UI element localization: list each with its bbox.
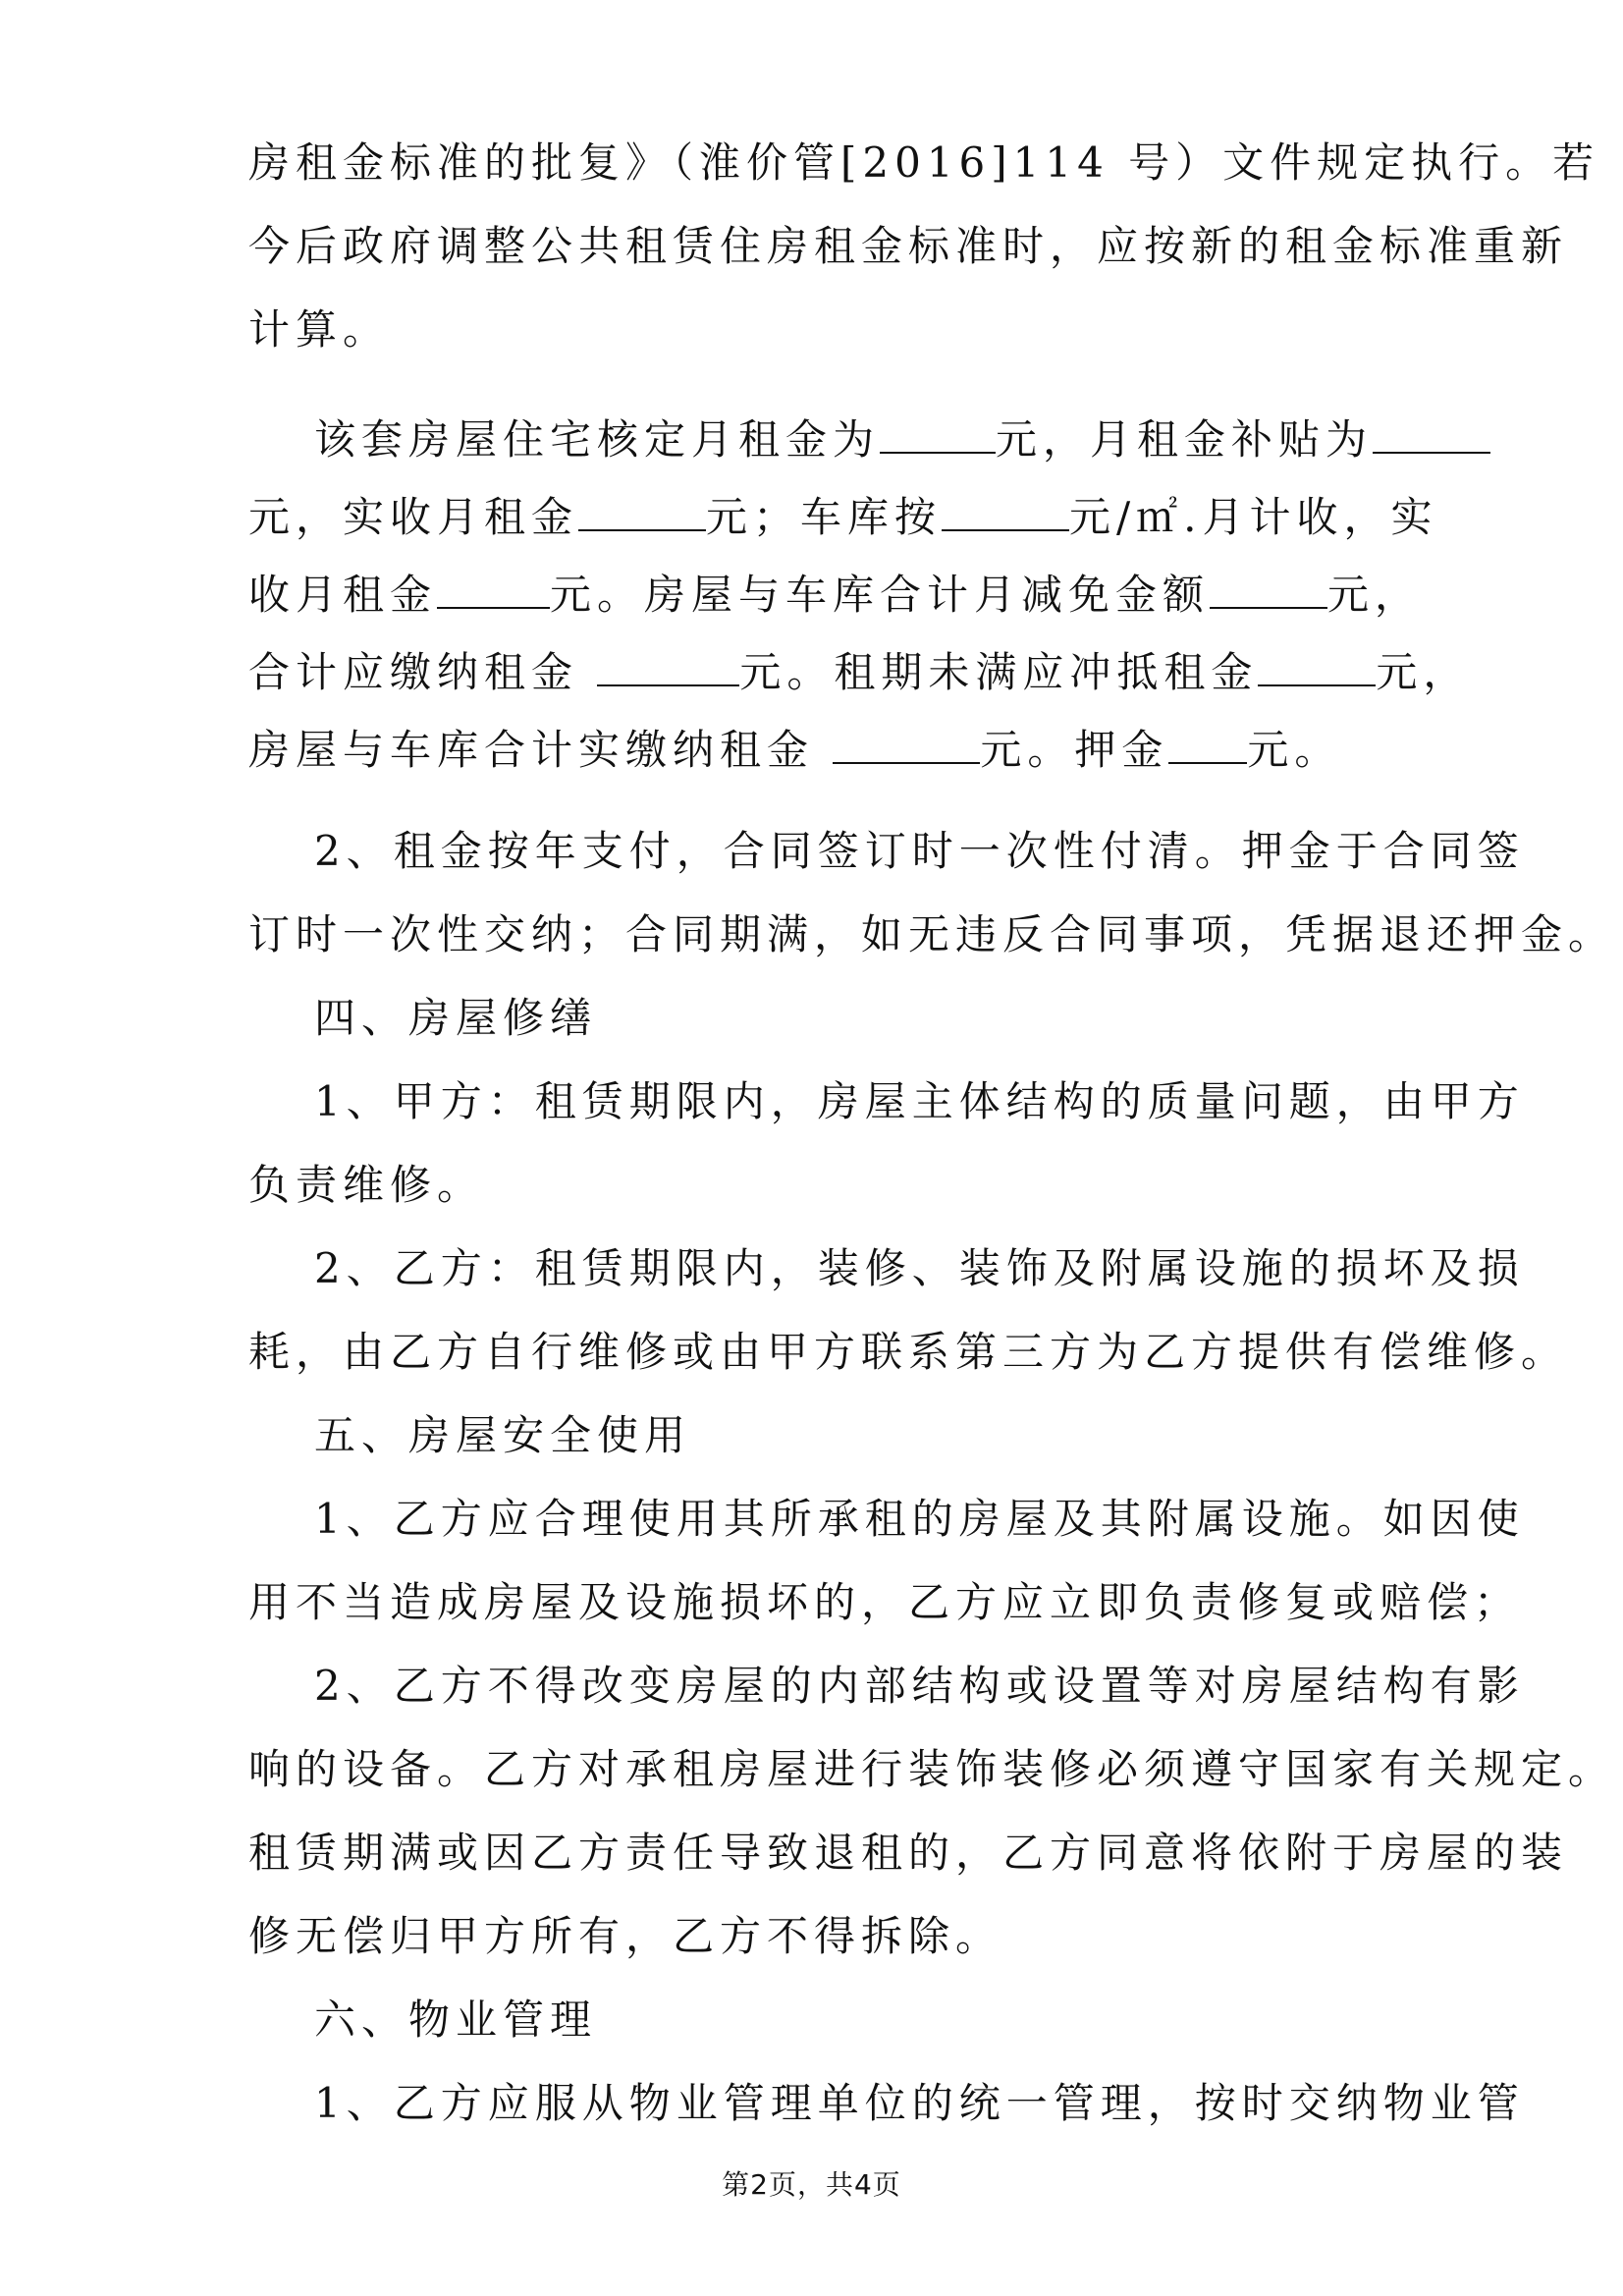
- rent-subsidy-blank[interactable]: [1373, 416, 1490, 454]
- rent-text: 元。押金: [980, 726, 1169, 774]
- paragraph-line: 1、甲方：租赁期限内，房屋主体结构的质量问题，由甲方: [314, 1077, 1525, 1125]
- paragraph-line: 房租金标准的批复》（淮价管[2016]114 号）文件规定执行。若: [248, 138, 1600, 187]
- rent-text: 该套房屋住宅核定月租金为: [314, 415, 881, 464]
- actual-paid-blank[interactable]: [833, 727, 980, 764]
- actual-rent-blank[interactable]: [578, 494, 706, 531]
- rent-text: 元，实收月租金: [248, 493, 579, 541]
- garage-rate-blank[interactable]: [942, 494, 1069, 531]
- paragraph-line: 用不当造成房屋及设施损坏的，乙方应立即负责修复或赔偿；: [248, 1578, 1522, 1626]
- paragraph-line: 租赁期满或因乙方责任导致退租的，乙方同意将依附于房屋的装: [248, 1829, 1569, 1877]
- total-due-blank[interactable]: [597, 649, 739, 686]
- rent-text: 元。租期未满应冲抵租金: [739, 648, 1259, 696]
- garage-rent-blank[interactable]: [437, 572, 550, 609]
- paragraph-line: 修无偿归甲方所有，乙方不得拆除。: [248, 1912, 1003, 1960]
- paragraph-line: 订时一次性交纳；合同期满，如无违反合同事项，凭据退还押金。: [248, 910, 1616, 958]
- rent-line-4: [248, 643, 1470, 702]
- rent-line-5: [248, 721, 1341, 780]
- paragraph-line: 2、乙方：租赁期限内，装修、装饰及附属设施的损坏及损: [314, 1244, 1525, 1292]
- deposit-blank[interactable]: [1168, 727, 1247, 764]
- paragraph-line: 1、乙方应服从物业管理单位的统一管理，按时交纳物业管: [314, 2079, 1525, 2127]
- rent-line-3: [248, 566, 1422, 625]
- rent-text: 元。: [1247, 726, 1342, 774]
- rent-line-2: [248, 488, 1438, 547]
- paragraph-line: 响的设备。乙方对承租房屋进行装饰装修必须遵守国家有关规定。: [248, 1745, 1616, 1793]
- section-heading: 六、物业管理: [314, 1995, 598, 2044]
- rent-text: 元；车库按: [706, 493, 943, 541]
- paragraph-line: 计算。: [248, 305, 391, 354]
- rent-text: 房屋与车库合计实缴纳租金: [248, 726, 834, 774]
- rent-text: 元，月租金补贴为: [996, 415, 1374, 464]
- section-heading: 四、房屋修缮: [314, 994, 598, 1042]
- rent-line-1: [314, 410, 1490, 469]
- rent-text: 收月租金: [248, 571, 438, 619]
- rent-text: 元。房屋与车库合计月减免金额: [550, 571, 1211, 619]
- paragraph-line: 负责维修。: [248, 1161, 485, 1209]
- reduction-blank[interactable]: [1210, 572, 1327, 609]
- page-number: 第2页，共4页: [722, 2168, 901, 2201]
- paragraph-line: 1、乙方应合理使用其所承租的房屋及其附属设施。如因使: [314, 1495, 1525, 1543]
- paragraph-line: 2、租金按年支付，合同签订时一次性付清。押金于合同签: [314, 827, 1525, 875]
- rent-text: 元，: [1327, 571, 1423, 619]
- paragraph-line: 耗，由乙方自行维修或由甲方联系第三方为乙方提供有偿维修。: [248, 1328, 1569, 1376]
- offset-blank[interactable]: [1258, 649, 1376, 686]
- rent-text: 元，: [1376, 648, 1471, 696]
- rent-text: 元/㎡.月计收，实: [1069, 493, 1438, 541]
- section-heading: 五、房屋安全使用: [314, 1411, 692, 1459]
- rent-text: 合计应缴纳租金: [248, 648, 598, 696]
- paragraph-line: 今后政府调整公共租赁住房租金标准时，应按新的租金标准重新: [248, 222, 1569, 270]
- monthly-rent-blank[interactable]: [880, 416, 996, 454]
- paragraph-line: 2、乙方不得改变房屋的内部结构或设置等对房屋结构有影: [314, 1662, 1525, 1710]
